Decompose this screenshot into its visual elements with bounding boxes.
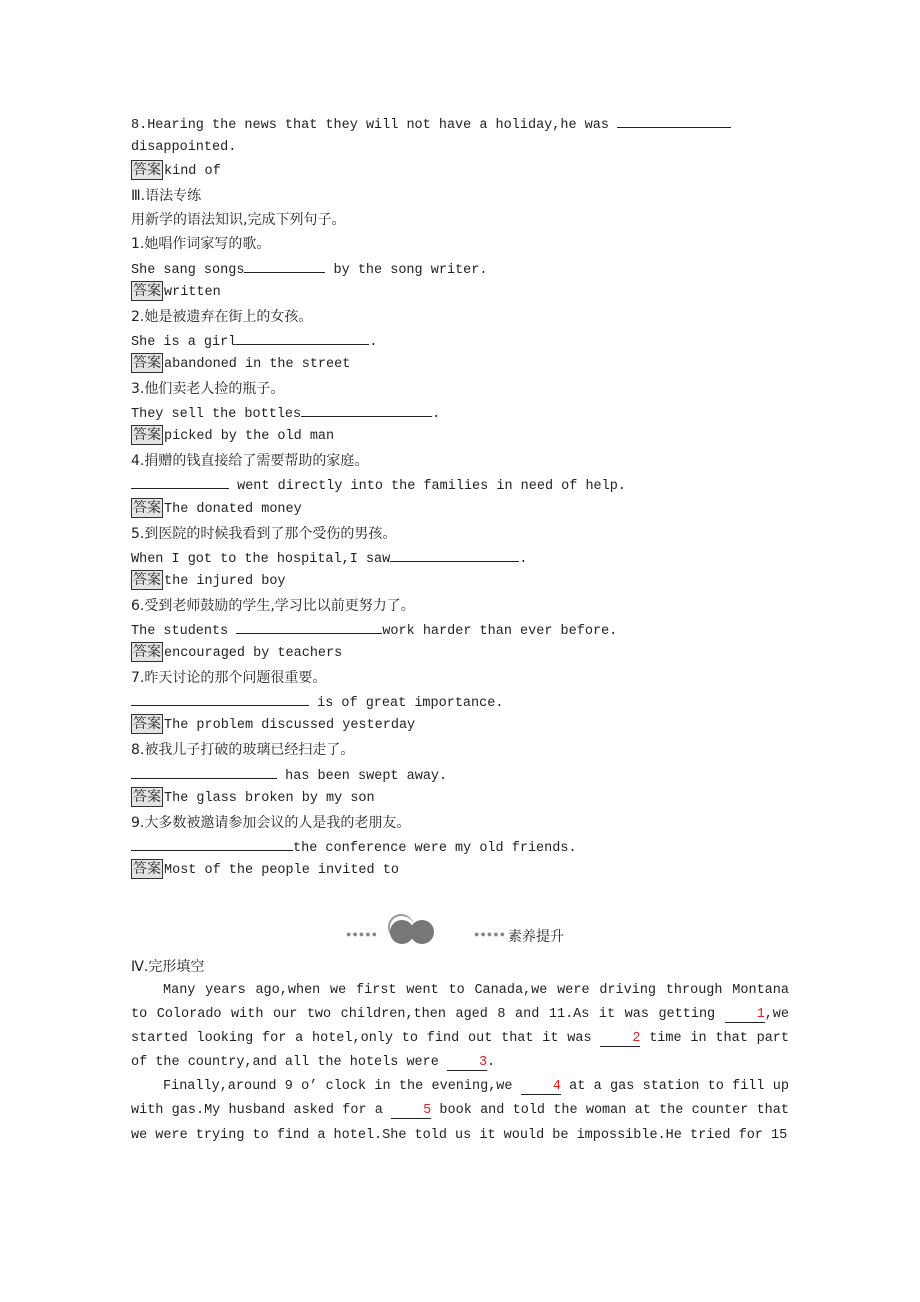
sentence-end: has been swept away. xyxy=(277,768,448,784)
answer-line xyxy=(131,281,791,305)
section-title: Ⅳ.完形填空 xyxy=(131,959,205,975)
cloze-blank-number: 1 xyxy=(725,1008,765,1023)
answer-label: 答案 xyxy=(133,427,161,444)
sentence-end: the conference were my old friends. xyxy=(293,840,577,856)
answer-blank xyxy=(244,257,325,273)
answer-blank xyxy=(131,473,229,489)
answer-line xyxy=(131,498,791,522)
answer-line xyxy=(131,859,791,883)
sentence-start: She is a girl xyxy=(131,334,237,350)
question-chinese: 8.被我儿子打破的玻璃已经扫走了。 xyxy=(131,742,355,759)
answer-line xyxy=(131,160,791,184)
answer-text: The glass broken by my son xyxy=(164,790,375,806)
question-chinese: 2.她是被遗弃在街上的女孩。 xyxy=(131,308,313,325)
cloze-blank-number: 2 xyxy=(600,1032,640,1047)
answer-label: 答案 xyxy=(133,571,161,588)
question-english xyxy=(131,257,791,281)
answer-line xyxy=(131,570,791,594)
answer-text: written xyxy=(164,284,221,300)
question-english xyxy=(131,763,791,787)
answer-text: the injured boy xyxy=(164,573,286,589)
answer-line xyxy=(131,425,791,449)
section-banner xyxy=(346,914,606,950)
answer-line xyxy=(131,787,791,811)
answer-label: 答案 xyxy=(133,354,161,371)
question-english xyxy=(131,401,791,425)
answer-text: The problem discussed yesterday xyxy=(164,718,416,734)
sentence-end: by the song writer. xyxy=(325,262,488,278)
answer-text: abandoned in the street xyxy=(164,356,351,372)
sentence-start: They sell the bottles xyxy=(131,407,302,423)
answer-label: 答案 xyxy=(133,716,161,733)
answer-blank xyxy=(131,763,277,779)
question-chinese: 9.大多数被邀请参加会议的人是我的老朋友。 xyxy=(131,814,411,831)
circle-icon xyxy=(410,920,434,944)
cloze-text: Many years ago,when we first went to Canada,we were driving through Montana to Colorado with our two children,then aged 8 and 11.As it was getting xyxy=(131,983,789,1023)
question-english xyxy=(131,835,791,859)
question-chinese: 7.昨天讨论的那个问题很重要。 xyxy=(131,670,327,687)
answer-text: The donated money xyxy=(164,501,302,517)
answer-label: 答案 xyxy=(133,499,161,516)
dots-icon: ●●●●● xyxy=(474,930,507,940)
answer-label: 答案 xyxy=(133,860,161,877)
cloze-paragraph xyxy=(131,1075,789,1147)
answer-blank xyxy=(301,401,432,417)
banner-title: 素养提升 xyxy=(508,929,564,945)
answer-blank xyxy=(617,112,731,128)
question-chinese: 1.她唱作词家写的歌。 xyxy=(131,236,271,253)
q8-cont: disappointed. xyxy=(131,140,237,156)
question-chinese: 5.到医院的时候我看到了那个受伤的男孩。 xyxy=(131,525,397,542)
answer-line xyxy=(131,714,791,738)
question-chinese: 6.受到老师鼓励的学生,学习比以前更努力了。 xyxy=(131,597,415,614)
question-english xyxy=(131,546,791,570)
sentence-end: work harder than ever before. xyxy=(382,623,618,639)
sentence-start: The students xyxy=(131,623,237,639)
cloze-text: time in that part of the country,and all the hotels were xyxy=(131,1031,790,1071)
answer-line xyxy=(131,353,791,377)
answer-blank xyxy=(131,835,293,851)
cloze-text: book and told the woman at the counter that we were trying to find a hotel.She told us it would be impossible.He tried for 15 xyxy=(131,1103,789,1143)
answer-blank xyxy=(236,618,382,634)
question-chinese: 3.他们卖老人捡的瓶子。 xyxy=(131,381,285,398)
cloze-blank-number: 4 xyxy=(521,1080,561,1095)
cloze-text: ,we started looking for a hotel,only to find out that it was xyxy=(131,1007,789,1047)
answer-line xyxy=(131,642,791,666)
answer-label: 答案 xyxy=(133,282,161,299)
q8-text: 8.Hearing the news that they will not have a holiday,he was xyxy=(131,118,618,133)
section-instruction: 用新学的语法知识,完成下列句子。 xyxy=(131,212,346,229)
sentence-end: . xyxy=(519,551,528,567)
sentence-start: She sang songs xyxy=(131,262,245,278)
cloze-text: at a gas station to fill up with gas.My husband asked for a xyxy=(131,1079,789,1119)
question-english xyxy=(131,690,791,714)
cloze-text: Finally,around 9 o’ clock in the evening,we xyxy=(163,1079,521,1095)
dots-icon: ●●●●● xyxy=(346,930,379,940)
answer-blank xyxy=(131,690,309,706)
answer-text: Most of the people invited to xyxy=(164,862,399,878)
question-chinese: 4.捐赠的钱直接给了需要帮助的家庭。 xyxy=(131,453,369,470)
answer-label: 答案 xyxy=(133,644,161,661)
exercise-body xyxy=(131,112,791,883)
answer-text: picked by the old man xyxy=(164,429,335,445)
question-english xyxy=(131,473,791,497)
answer-text: kind of xyxy=(164,164,221,180)
sentence-start: When I got to the hospital,I saw xyxy=(131,551,391,567)
answer-label: 答案 xyxy=(133,788,161,805)
section-title: Ⅲ.语法专练 xyxy=(131,188,202,205)
cloze-blank-number: 3 xyxy=(447,1056,487,1071)
sentence-end: . xyxy=(432,407,441,423)
question-english xyxy=(131,618,791,642)
sentence-end: went directly into the families in need of help. xyxy=(229,479,626,495)
cloze-section xyxy=(131,955,789,1148)
answer-text: encouraged by teachers xyxy=(164,646,343,662)
q8-line xyxy=(131,112,791,136)
cloze-text: . xyxy=(486,1055,496,1071)
sentence-end: is of great importance. xyxy=(309,696,504,712)
answer-label: 答案 xyxy=(133,162,161,179)
cloze-paragraph xyxy=(131,979,789,1075)
sentence-end: . xyxy=(369,334,378,350)
cloze-blank-number: 5 xyxy=(391,1104,431,1119)
question-english xyxy=(131,329,791,353)
answer-blank xyxy=(236,329,369,345)
answer-blank xyxy=(390,546,519,562)
